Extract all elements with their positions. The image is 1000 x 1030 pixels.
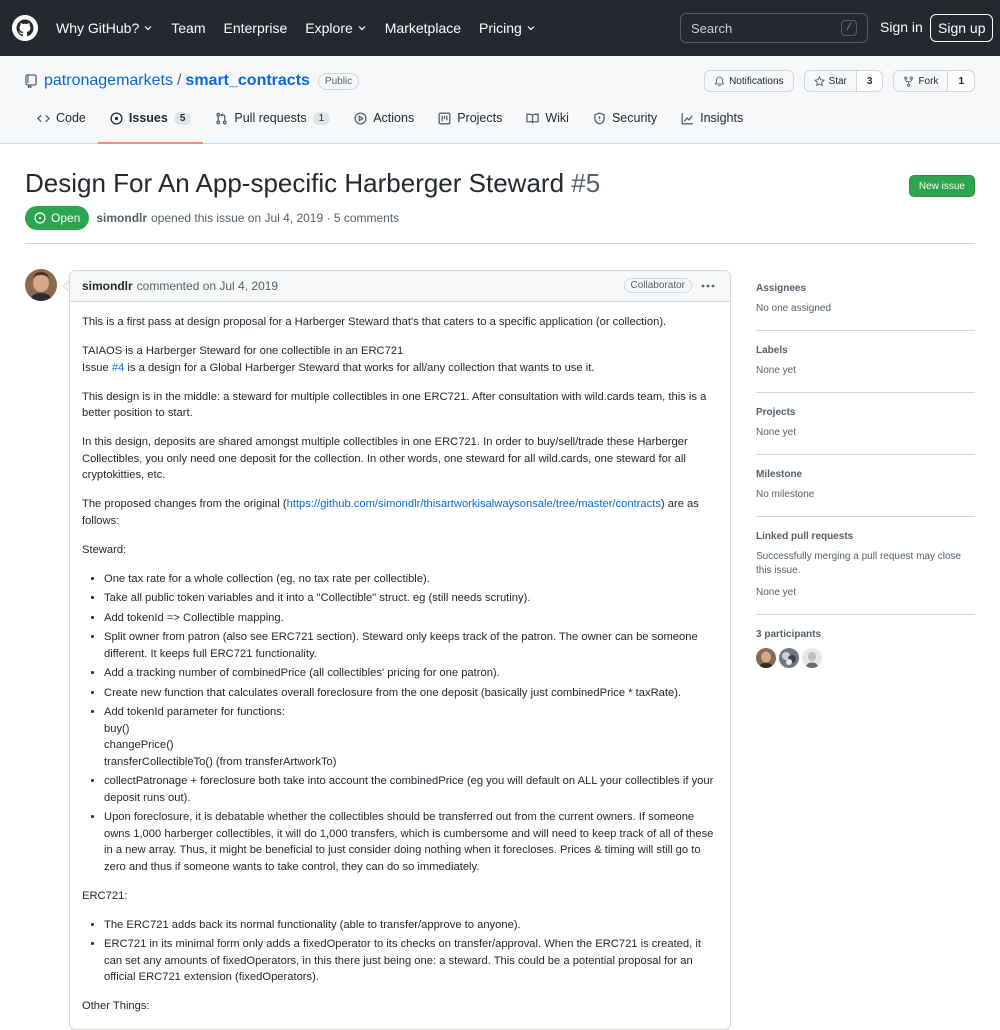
projects-heading: Projects — [756, 407, 796, 418]
repo-path-separator: / — [176, 72, 182, 89]
visibility-badge: Public — [318, 73, 359, 90]
list-item: • The ERC721 adds back its normal functionality (able to transfer/approve to anyone). — [104, 917, 718, 934]
tab-security-label: Security — [611, 111, 658, 125]
tab-code-label: Code — [56, 111, 86, 125]
list-item: • ERC721 in its minimal form only adds a fixedOperator to its checks on transfer/approval. When the ERC721 is created, it can set any amounts of fixedOperators, in this there just being one: a steward. This could be a potential proposal for an official ERC721 extension (fixedOperators). — [104, 936, 718, 986]
issues-counter: 5 — [174, 112, 192, 125]
projects-value: None yet — [756, 427, 797, 438]
sidebar-assignees — [756, 283, 975, 331]
labels-value: None yet — [756, 365, 797, 376]
tab-insights[interactable] — [669, 103, 755, 143]
star-icon — [814, 76, 825, 87]
sidebar-linked-pull-requests — [756, 531, 975, 615]
sign-in-link[interactable]: Sign in — [880, 19, 923, 35]
sidebar-labels — [756, 345, 975, 393]
search-input[interactable] — [691, 21, 831, 36]
tab-security[interactable] — [581, 103, 669, 143]
tab-insights-label: Insights — [700, 111, 744, 125]
chevron-down-icon — [357, 23, 367, 33]
comment-text: Issue — [82, 361, 112, 374]
notifications-label: Notifications — [729, 75, 784, 87]
nav-pricing[interactable] — [479, 20, 536, 36]
tab-wiki[interactable] — [514, 103, 581, 143]
comment — [69, 270, 731, 1030]
star-count[interactable]: 3 — [856, 71, 883, 91]
function-name: buy() — [104, 722, 130, 735]
function-name: transferCollectibleTo() (from transferArtworkTo) — [104, 755, 337, 768]
tab-projects-label: Projects — [457, 111, 503, 125]
section-heading-other: Other Things: — [82, 1000, 150, 1012]
fork-count[interactable]: 1 — [947, 71, 974, 91]
fork-button[interactable] — [893, 70, 975, 92]
chevron-down-icon — [143, 23, 153, 33]
code-icon — [37, 112, 50, 125]
repo-tabs — [25, 103, 755, 143]
list-item: • Take all public token variables and it into a "Collectible" struct. eg (still needs scrutiny). — [104, 590, 718, 607]
issue-meta — [25, 206, 399, 230]
issue-number: #5 — [571, 168, 601, 198]
repo-owner-link[interactable]: patronagemarkets — [44, 72, 173, 89]
labels-heading: Labels — [756, 345, 788, 356]
issue-header — [25, 168, 975, 225]
nav-pricing-label: Pricing — [479, 20, 522, 36]
fork-label: Fork — [918, 75, 939, 87]
star-button[interactable] — [804, 70, 884, 92]
erc721-list — [104, 917, 718, 986]
assignees-value: No one assigned — [756, 303, 832, 314]
tab-actions-label: Actions — [373, 111, 415, 125]
linked-pull-requests-heading: Linked pull requests — [756, 531, 854, 542]
comment-paragraph — [82, 496, 718, 529]
sidebar-milestone — [756, 469, 975, 517]
new-issue-button[interactable]: New issue — [909, 175, 975, 197]
comment-header — [70, 271, 730, 302]
issue-state-label: Open — [51, 211, 81, 225]
tab-pull-requests[interactable] — [203, 103, 342, 143]
comment-paragraph: In this design, deposits are shared amongst multiple collectibles in one ERC721. In order to buy/sell/trade these Harberger Collectibles, you only need one deposit for the collection. In other words, one steward for all wild.cards, one steward for all cryptokitties, etc. — [82, 436, 688, 481]
nav-team-label: Team — [171, 20, 206, 36]
chevron-down-icon — [526, 23, 536, 33]
comment-paragraph: This is a first pass at design proposal for a Harberger Steward that's that caters to a specific application (or collection). — [82, 316, 667, 328]
nav-explore[interactable] — [305, 20, 366, 36]
assignees-heading: Assignees — [756, 283, 807, 294]
steward-list — [104, 571, 718, 876]
tab-projects[interactable] — [426, 103, 514, 143]
list-item-text: Add tokenId parameter for functions: — [104, 706, 285, 718]
issue-reference-link[interactable]: #4 — [111, 361, 125, 374]
comment-date[interactable]: commented on Jul 4, 2019 — [136, 279, 279, 293]
repo-title — [25, 70, 359, 92]
participants-list — [756, 648, 975, 668]
list-item: • Split owner from patron (also see ERC721 section). Steward only keeps track of the patron. The owner can be someone different. It keeps full ERC721 functionality. — [104, 629, 718, 662]
nav-explore-label: Explore — [305, 20, 353, 36]
issue-author-link[interactable]: simondlr — [96, 211, 148, 225]
nav-why-github[interactable] — [56, 20, 153, 36]
avatar[interactable] — [779, 648, 799, 668]
milestone-heading: Milestone — [756, 469, 803, 480]
tab-pull-requests-label: Pull requests — [234, 111, 307, 125]
notifications-button[interactable] — [704, 70, 793, 92]
comment-text: ) are as follows: — [82, 498, 699, 527]
project-icon — [438, 112, 451, 125]
comment-text: TAIAOS is a Harberger Steward for one collectible in an ERC721 — [82, 345, 404, 357]
play-icon — [354, 112, 367, 125]
nav-marketplace[interactable] — [385, 20, 461, 36]
participants-heading: 3 participants — [756, 629, 822, 640]
list-item: • Create new function that calculates overall foreclosure from the one deposit (basically just combinedPrice * taxRate). — [104, 685, 718, 702]
list-item: • Upon foreclosure, it is debatable whether the collectibles should be transferred out from the current owners. If someone owns 1,000 harberger collectibles, it will do 1,000 transfers, which is cumbersome and will need to keep track of all of these in a new array. Thus, it might be beneficial to just consider doing nothing when it forecloses. Prices & timing will still go to zero and thus if someone wants to take control, they can do so immediately. — [104, 809, 718, 875]
nav-enterprise-label: Enterprise — [223, 20, 288, 36]
bell-icon — [714, 76, 725, 87]
pull-requests-counter: 1 — [313, 112, 331, 125]
issue-meta-text: opened this issue on Jul 4, 2019 · 5 comments — [151, 211, 400, 225]
function-name: changePrice() — [104, 739, 174, 751]
header-divider — [25, 243, 975, 244]
github-logo-icon[interactable] — [12, 15, 38, 41]
tab-issues-label: Issues — [128, 111, 168, 125]
comment-author-link[interactable]: simondlr — [82, 279, 133, 293]
nav-marketplace-label: Marketplace — [384, 20, 462, 36]
linked-pull-requests-description: Successfully merging a pull request may close this issue. — [756, 551, 962, 576]
sign-up-button[interactable]: Sign up — [930, 14, 993, 42]
nav-enterprise[interactable] — [223, 20, 287, 36]
graph-icon — [681, 112, 694, 125]
issue-open-icon — [34, 212, 46, 224]
comment-text: is a design for a Global Harberger Steward that works for all/any collection that wants to use it. — [124, 361, 595, 374]
shield-icon — [593, 112, 606, 125]
sidebar-projects — [756, 407, 975, 455]
search-box — [680, 13, 868, 43]
comment-paragraph — [82, 343, 718, 376]
book-icon — [526, 112, 539, 125]
repo-header — [0, 56, 1000, 144]
avatar[interactable] — [756, 648, 776, 668]
nav-team[interactable] — [171, 20, 205, 36]
repo-name-link[interactable]: smart_contracts — [185, 72, 310, 89]
global-header — [0, 0, 1000, 56]
tab-code[interactable] — [25, 103, 98, 143]
avatar[interactable] — [25, 269, 57, 301]
global-nav — [56, 20, 554, 36]
repo-actions — [704, 70, 975, 92]
milestone-value: No milestone — [756, 489, 815, 500]
repo-icon — [25, 74, 37, 88]
nav-why-github-label: Why GitHub? — [56, 20, 140, 36]
issue-icon — [110, 112, 123, 125]
kebab-menu-icon[interactable] — [700, 279, 716, 293]
tab-issues[interactable] — [98, 103, 203, 143]
issue-title — [25, 168, 975, 199]
section-heading-erc721: ERC721: — [82, 889, 128, 902]
comment-text: The proposed changes from the original ( — [82, 498, 287, 510]
issue-state-badge — [25, 206, 89, 230]
pull-request-icon — [215, 112, 228, 125]
linked-pull-requests-value: None yet — [756, 587, 797, 598]
collaborator-badge: Collaborator — [624, 278, 692, 293]
star-label: Star — [828, 75, 847, 87]
list-item: • Add tokenId => Collectible mapping. — [104, 610, 718, 627]
section-heading-steward: Steward: — [82, 543, 127, 556]
list-item: • Add a tracking number of combinedPrice (all collectibles' pricing for one patron). — [104, 665, 718, 682]
comment-body — [70, 302, 730, 1030]
list-item: • One tax rate for a whole collection (eg, no tax rate per collectible). — [104, 571, 718, 588]
tab-wiki-label: Wiki — [545, 111, 569, 125]
list-item — [104, 704, 718, 770]
comment-paragraph: This design is in the middle: a steward for multiple collectibles in one ERC721. After consultation with wild.cards team, this is a better position to start. — [82, 390, 707, 419]
avatar[interactable] — [802, 648, 822, 668]
list-item: • collectPatronage + foreclosure both take into account the combinedPrice (eg you will default on ALL your collectibles if your deposit runs out). — [104, 773, 718, 806]
fork-icon — [903, 76, 914, 87]
issue-title-text: Design For An App-specific Harberger Steward — [25, 168, 565, 198]
sidebar-participants — [756, 629, 975, 682]
source-repo-link[interactable]: https://github.com/simondlr/thisartworkisalwaysonsale/tree/master/contracts — [286, 498, 661, 510]
search-hotkey-badge: / — [841, 20, 857, 36]
issue-sidebar — [756, 283, 975, 696]
tab-actions[interactable] — [342, 103, 426, 143]
